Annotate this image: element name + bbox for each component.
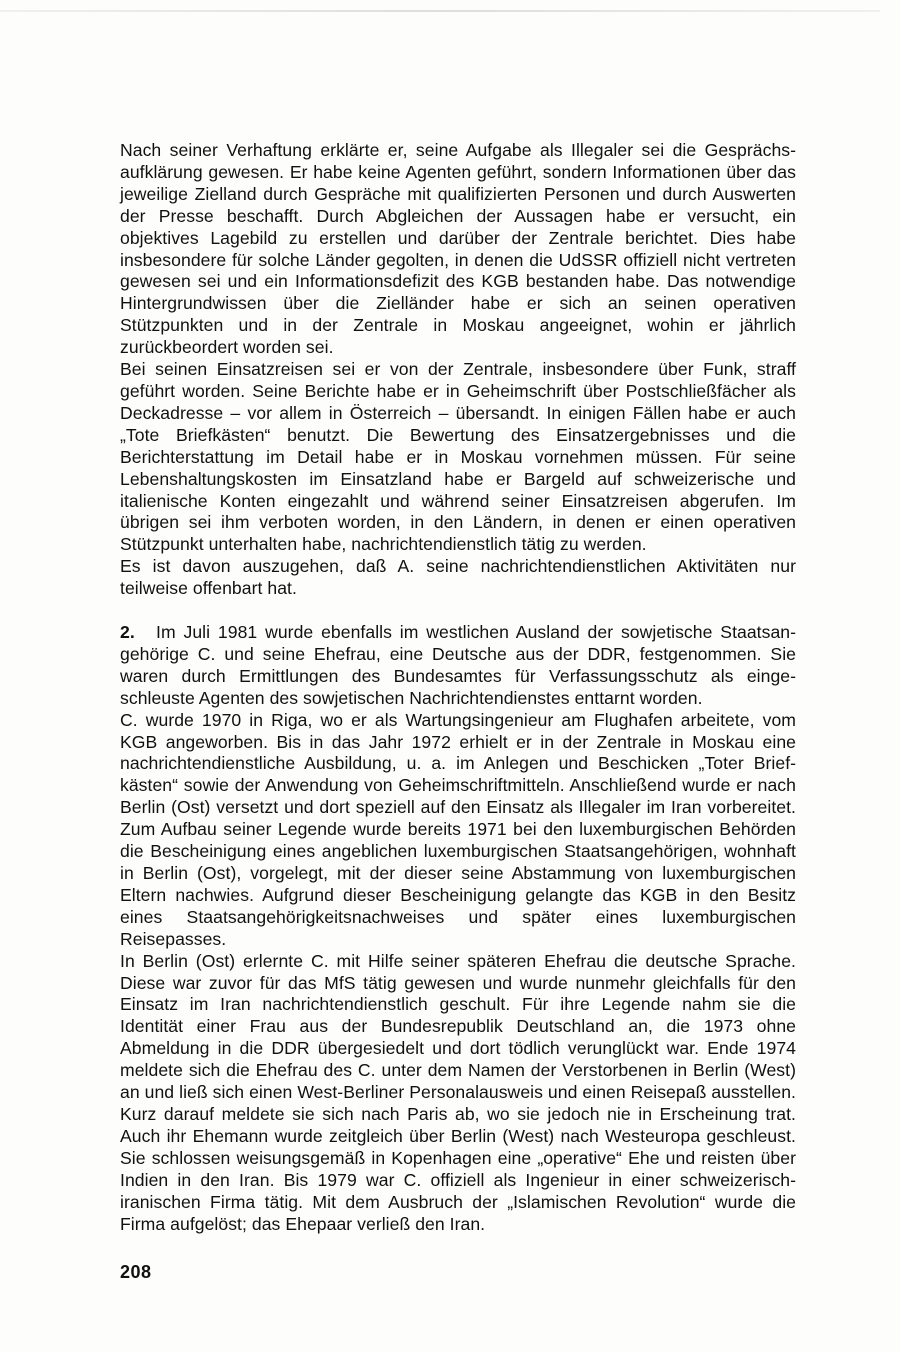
paragraph-2: Bei seinen Einsatzreisen sei er von der Zentrale, insbesondere über Funk, straff geführt worden. Seine Berichte habe er in Geheimschrift über Postschließfächer als Deckadresse – vor allem in Österreich – übersandt. In einigen Fällen habe er auch „Tote Briefkästen“ benutzt. Die Bewertung des Einsatzergebnisses und die Berichterstattung im Detail habe er in Moskau vornehmen müssen. Für seine Lebenshaltungskosten im Einsatzland habe er Bargeld auf schweizerische und italienische Konten eingezahlt und während seiner Einsatzreisen abgerufen. Im übrigen sei ihm verboten worden, in den Ländern, in denen er einen operativen Stützpunkt unterhalten habe, nachrichtendienstlich tätig zu werden. [120, 359, 796, 555]
section-number: 2. [120, 622, 135, 643]
page-top-edge [0, 10, 880, 12]
paragraph-1: Nach seiner Verhaftung erklärte er, seine Aufgabe als Illegaler sei die Gesprächsaufklärung gewesen. Er habe keine Agenten geführt, sondern Informationen über das jeweilige Zielland durch Gespräche mit qualifizierten Personen und durch Auswerten der Presse beschafft. Durch Abgleichen der Aussagen habe er versucht, ein objektives Lagebild zu erstellen und darüber der Zentrale berichtet. Dies habe insbesondere für solche Länder gegolten, in denen die UdSSR offiziell nicht vertreten gewesen sei und ein Informationsdefizit des KGB bestanden habe. Das notwendige Hintergrundwissen über die Zielländer habe er sich an seinen operativen Stützpunkten und in der Zentrale in Moskau angeeignet, wohin er jährlich zurückbeordert worden sei. [120, 140, 796, 358]
page-number: 208 [120, 1262, 152, 1282]
body-text [120, 140, 796, 1235]
section-2-paragraph-2: In Berlin (Ost) erlernte C. mit Hilfe seiner späteren Ehefrau die deutsche Sprache. Diese war zuvor für das MfS tätig gewesen und wurde nunmehr gleichfalls für den Einsatz im Iran nachrichtendienstlich geschult. Für ihre Legende nahm sie die Identität einer Frau aus der Bundesrepublik Deutschland an, die 1973 ohne Abmeldung in die DDR übergesiedelt und dort tödlich verunglückt war. Ende 1974 meldete sich die Ehefrau des C. unter dem Namen der Verstorbenen in Berlin (West) an und ließ sich einen West-Berliner Personalausweis und einen Reisepaß ausstellen. Kurz darauf meldete sie sich nach Paris ab, wo sie jedoch nie in Erscheinung trat. Auch ihr Ehemann wurde zeitgleich über Berlin (West) nach Westeuropa geschleust. Sie schlossen weisungsgemäß in Kopenhagen eine „operative“ Ehe und reisten über Indien in den Iran. Bis 1979 war C. offiziell als Ingenieur in einer schweizerisch-iranischen Firma tätig. Mit dem Ausbruch der „Islamischen Revolution“ wurde die Firma aufgelöst; das Ehepaar verließ den Iran. [120, 950, 796, 1234]
section-2-intro [120, 622, 796, 710]
section-spacer [120, 600, 796, 622]
paragraph-3: Es ist davon auszugehen, daß A. seine nachrichtendienstlichen Aktivitäten nur teilweise offenbart hat. [120, 556, 796, 599]
section-2-paragraph-1: C. wurde 1970 in Riga, wo er als Wartungsingenieur am Flughafen arbeitete, vom KGB angeworben. Bis in das Jahr 1972 erhielt er in der Zentrale in Moskau eine nachrichtendienstliche Ausbildung, u. a. im Anlegen und Beschicken „Toter Briefkästen“ sowie der Anwendung von Geheimschriftmitteln. Anschließend wurde er nach Berlin (Ost) versetzt und dort speziell auf den Einsatz als Illegaler im Iran vorbereitet. Zum Aufbau seiner Legende wurde bereits 1971 bei den luxemburgischen Behörden die Bescheinigung eines angeblichen luxemburgischen Staatsangehörigen, wohnhaft in Berlin (Ost), vorgelegt, mit der dieser seine Abstammung von luxemburgischen Eltern nachwies. Aufgrund dieser Bescheinigung gelangte das KGB in den Besitz eines Staatsangehörigkeitsnachweises und später eines luxemburgischen Reisepasses. [120, 709, 796, 949]
section-2-intro-text: Im Juli 1981 wurde ebenfalls im westlichen Ausland der sowjetische Staatsangehörige C. und seine Ehefrau, eine Deutsche aus der DDR, festgenommen. Sie waren durch Ermittlungen des Bundesamtes für Verfassungsschutz als eingeschleuste Agenten des sowjetischen Nachrichtendienstes enttarnt worden. [120, 622, 796, 708]
